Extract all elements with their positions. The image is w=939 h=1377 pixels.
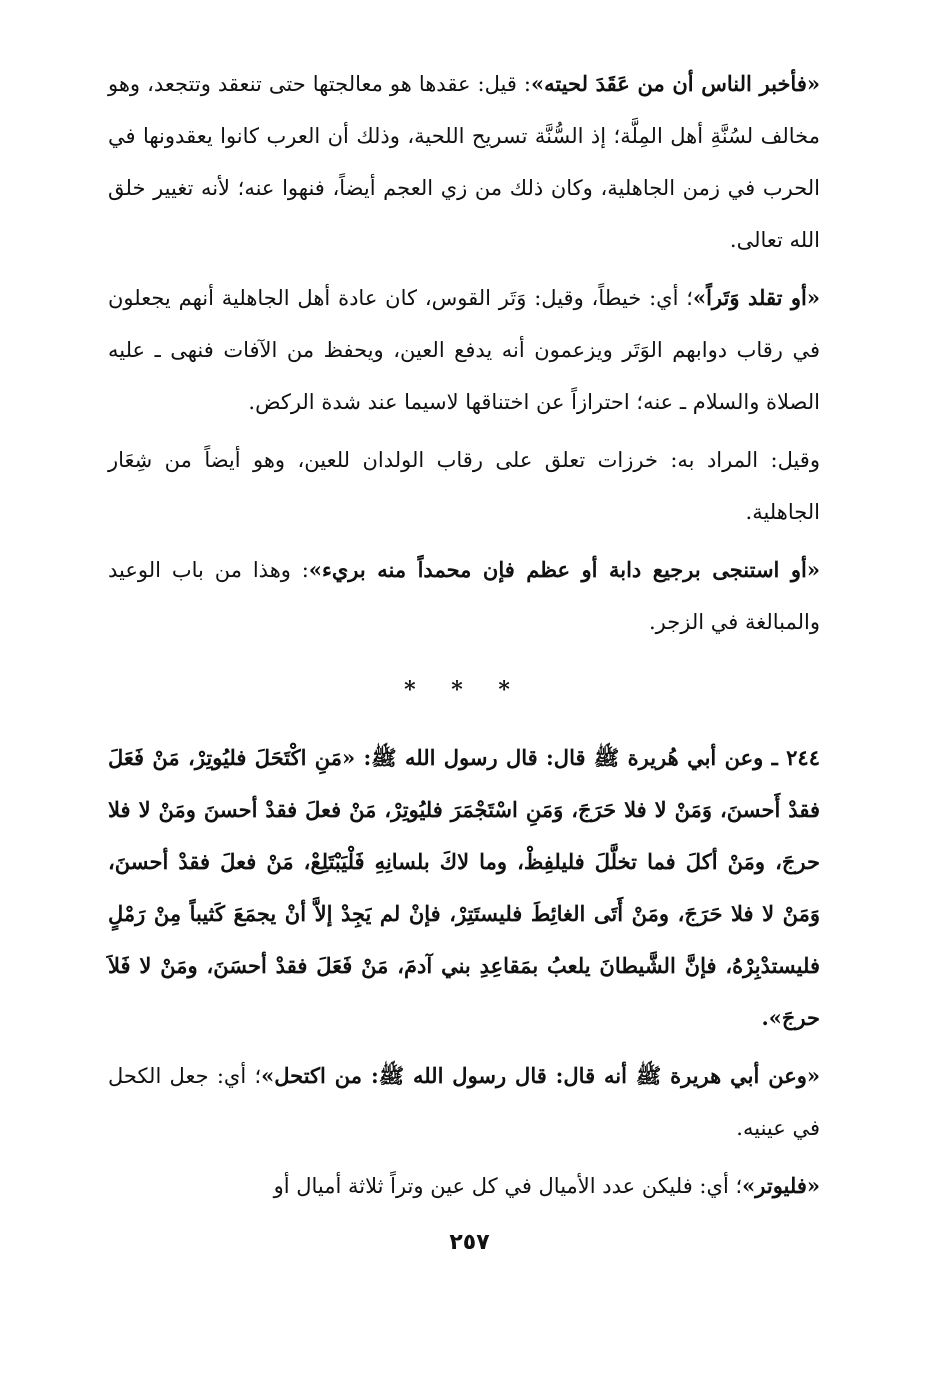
commentary-text: وقيل: المراد به: خرزات تعلق على رقاب الولدان للعين، وهو أيضاً من شِعَار الجاهلية. bbox=[108, 448, 820, 524]
quoted-phrase: «فليوتر» bbox=[742, 1173, 820, 1198]
quoted-phrase: «فأخبر الناس أن من عَقَدَ لحيته» bbox=[530, 71, 820, 96]
quoted-phrase: «وعن أبي هريرة ﷺ أنه قال: قال رسول الله ﷺ: من اكتحل» bbox=[261, 1063, 820, 1088]
commentary-text: ؛ أي: خيطاً، وقيل: وَتَر القوس، كان عادة أهل الجاهلية أنهم يجعلون في رقاب دوابهم الوَتَر ويزعمون أنه يدفع العين، ويحفظ من الآفات فنهى ـ عليه الصلاة والسلام ـ عنه؛ احترازاً عن اختناقها لاسيما عند شدة الركض. bbox=[108, 286, 820, 414]
commentary-paragraph bbox=[108, 544, 820, 648]
commentary-paragraph bbox=[108, 1160, 820, 1212]
commentary-paragraph bbox=[108, 434, 820, 538]
commentary-paragraph bbox=[108, 1050, 820, 1154]
commentary-text: ؛ أي: فليكن عدد الأميال في كل عين وتراً ثلاثة أميال أو bbox=[273, 1174, 743, 1198]
commentary-text: : وهذا من باب الوعيد والمبالغة في الزجر. bbox=[108, 558, 820, 634]
commentary-paragraph bbox=[108, 58, 820, 266]
page-number: ٢٥٧ bbox=[449, 1230, 490, 1255]
page-body bbox=[108, 58, 820, 1218]
commentary-paragraph bbox=[108, 272, 820, 428]
hadith-text: ٢٤٤ ـ وعن أبي هُريرة ﷺ قال: قال رسول الله ﷺ: «مَنِ اكْتَحَلَ فليُوتِرْ، مَنْ فَعَلَ فقدْ أَحسنَ، وَمَنْ لا فلا حَرَجَ، وَمَنِ اسْتَجْمَرَ فليُوتِرْ، مَنْ فعلَ فقدْ أحسنَ ومَنْ لا فلا حرجَ، ومَنْ أكلَ فما تخلَّلَ فليلفِظْ، وما لاكَ بلسانِهِ فَلْيَبْتَلِعْ، مَنْ فعلَ فقدْ أحسنَ، وَمَنْ لا فلا حَرَجَ، ومَنْ أَتَى الغائِطَ فليستَتِرْ، فإنْ لم يَجِدْ إلاَّ أنْ يجمَعَ كَثيباً مِنْ رَمْلٍ فليستدْبِرْهُ، فإنَّ الشَّيطانَ يلعبُ بمَقاعِدِ بني آدمَ، مَنْ فَعَلَ فقدْ أحسَنَ، ومَنْ لا فَلاَ حرجَ». bbox=[108, 745, 820, 1030]
section-separator: * * * bbox=[404, 677, 524, 703]
quoted-phrase: «أو استنجى برجيع دابة أو عظم فإن محمداً منه بريء» bbox=[308, 557, 820, 582]
commentary-text: : قيل: عقدها هو معالجتها حتى تنعقد وتتجعد، وهو مخالف لسُنَّةِ أهل المِلَّة؛ إذ السُّنَّة تسريح اللحية، وذلك أن العرب كانوا يعقدونها في الحرب في زمن الجاهلية، وكان ذلك من زي العجم أيضاً، فنهوا عنه؛ لأنه تغيير خلق الله تعالى. bbox=[108, 72, 820, 252]
commentary-text: ؛ أي: جعل الكحل في عينيه. bbox=[108, 1064, 820, 1140]
quoted-phrase: «أو تقلد وَتَراً» bbox=[692, 285, 820, 310]
